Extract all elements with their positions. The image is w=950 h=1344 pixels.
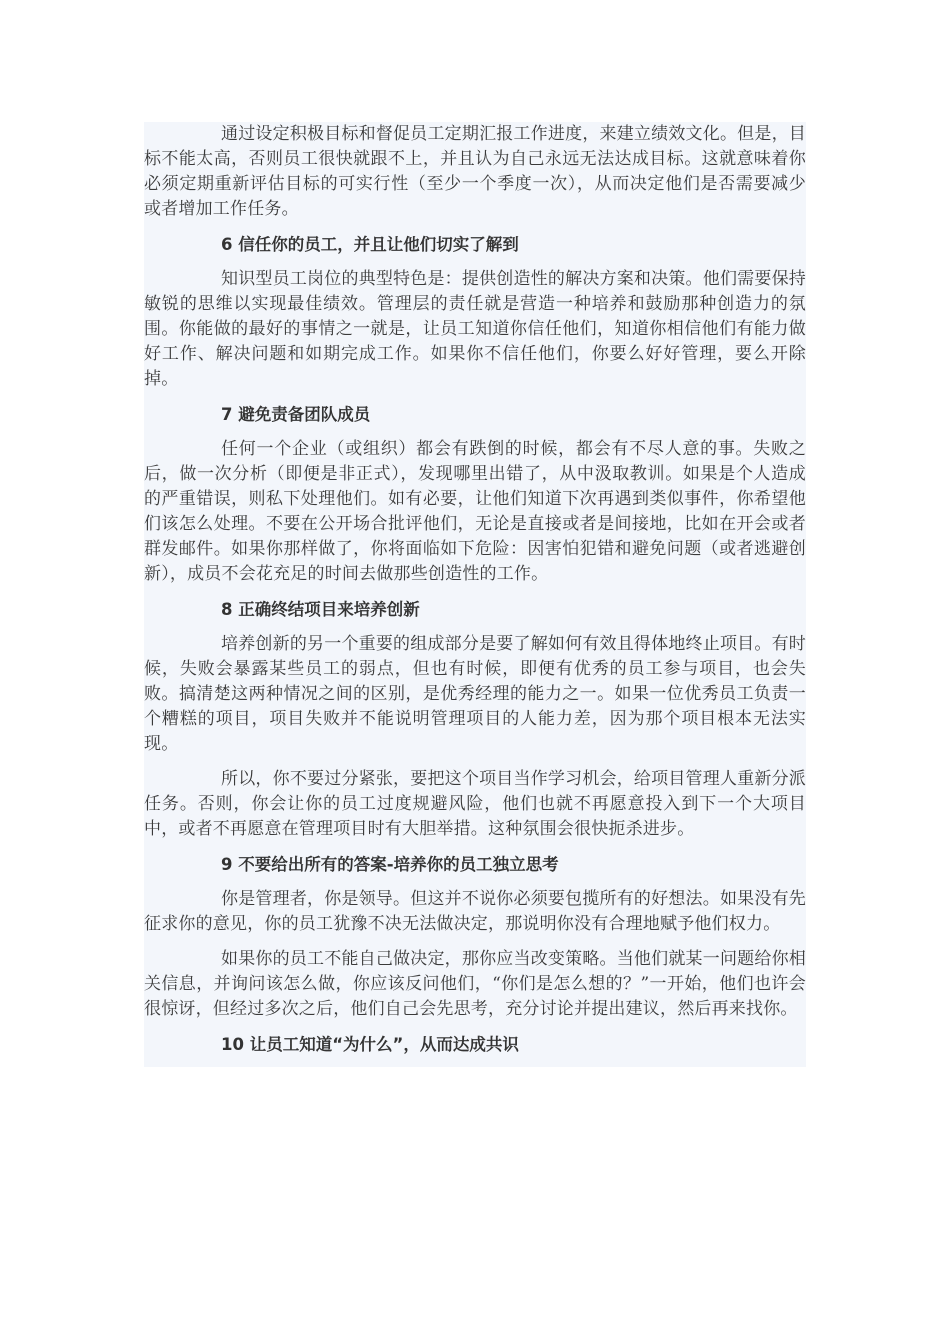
section-heading: 6 信任你的员工，并且让他们切实了解到 [221,235,519,254]
section-paragraph: 培养创新的另一个重要的组成部分是要了解如何有效且得体地终止项目。有时候，失败会暴露某些员工的弱点，但也有时候，即便有优秀的员工参与项目，也会失败。搞清楚这两种情况之间的区别，是优秀经理的能力之一。如果一位优秀员工负责一个糟糕的项目，项目失败并不能说明管理项目的人能力差，因为那个项目根本无法实现。 [144,634,806,754]
intro-paragraph: 通过设定积极目标和督促员工定期汇报工作进度，来建立绩效文化。但是，目标不能太高，否则员工很快就跟不上，并且认为自己永远无法达成目标。这就意味着你必须定期重新评估目标的可实行性（至少一个季度一次），从而决定他们是否需要减少或者增加工作任务。 [144,124,806,219]
section-heading: 9 不要给出所有的答案-培养你的员工独立思考 [221,855,559,874]
section-6 [144,232,806,392]
section-10 [144,1032,806,1057]
section-heading: 7 避免责备团队成员 [221,405,371,424]
section-paragraph: 知识型员工岗位的典型特色是：提供创造性的解决方案和决策。他们需要保持敏锐的思维以实现最佳绩效。管理层的责任就是营造一种培养和鼓励那种创造力的氛围。你能做的最好的事情之一就是，让员工知道你信任他们，知道你相信他们有能力做好工作、解决问题和如期完成工作。如果你不信任他们，你要么好好管理，要么开除掉。 [144,269,806,389]
section-8 [144,597,806,842]
section-heading: 8 正确终结项目来培养创新 [221,600,420,619]
section-paragraph: 你是管理者，你是领导。但这并不说你必须要包揽所有的好想法。如果没有先征求你的意见，你的员工犹豫不决无法做决定，那说明你没有合理地赋予他们权力。 [144,889,806,934]
section-paragraph: 如果你的员工不能自己做决定，那你应当改变策略。当他们就某一问题给你相关信息，并询问该怎么做，你应该反问他们，“你们是怎么想的？”一开始，他们也许会很惊讶，但经过多次之后，他们自己会先思考，充分讨论并提出建议，然后再来找你。 [144,949,806,1019]
section-9 [144,852,806,1022]
section-paragraph: 所以，你不要过分紧张，要把这个项目当作学习机会，给项目管理人重新分派任务。否则，你会让你的员工过度规避风险，他们也就不再愿意投入到下一个大项目中，或者不再愿意在管理项目时有大胆举措。这种氛围会很快扼杀进步。 [144,769,806,839]
intro-block [144,122,806,222]
section-paragraph: 任何一个企业（或组织）都会有跌倒的时候，都会有不尽人意的事。失败之后，做一次分析（即便是非正式），发现哪里出错了，从中汲取教训。如果是个人造成的严重错误，则私下处理他们。如有必要，让他们知道下次再遇到类似事件，你希望他们该怎么处理。不要在公开场合批评他们，无论是直接或者是间接地，比如在开会或者群发邮件。如果你那样做了，你将面临如下危险：因害怕犯错和避免问题（或者逃避创新），成员不会花充足的时间去做那些创造性的工作。 [144,439,806,584]
section-7 [144,402,806,587]
section-heading: 10 让员工知道“为什么”，从而达成共识 [221,1035,519,1054]
article-body [144,122,806,1067]
